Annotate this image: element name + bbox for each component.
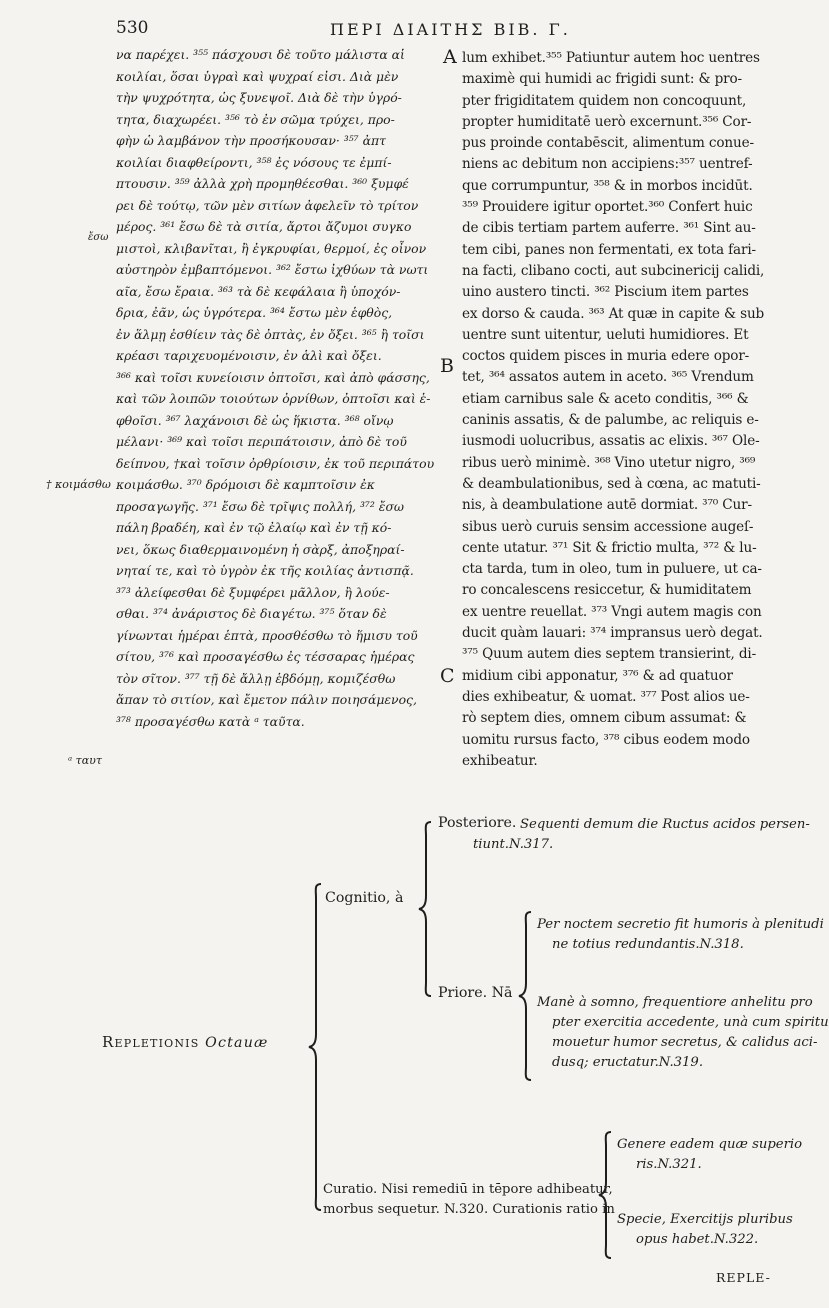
greek-text-line: μέρος. ³⁶¹ ἔσω δὲ τὰ σιτία, ἄρτοι ἄζυμοι συγκο <box>116 219 412 234</box>
latin-text-line: exhibeatur. <box>462 752 538 769</box>
noctem-text-1: Per noctem secretio fit humoris à plenitudi <box>537 917 824 932</box>
mane-text-2: pter exercitia accedente, unà cum spiritu <box>552 1015 829 1030</box>
greek-text-line: πτουσιν. ³⁵⁹ ἀλλὰ χρὴ προμηθέεσθαι. ³⁶⁰ ξυμφέ <box>116 176 409 191</box>
mane-text-1: Manè à somno, frequentiore anhelitu pro <box>537 995 813 1010</box>
catchword: REPLE- <box>716 1270 771 1285</box>
latin-text-line: lum exhibet.³⁵⁵ Patiuntur autem hoc uentres <box>462 50 760 66</box>
mane-text-4: dusq; eructatur.N.319. <box>552 1055 704 1070</box>
margin-note: † κοιμάσθω <box>46 478 111 491</box>
latin-text-line: pus proinde contabēscit, alimentum conue- <box>462 135 754 152</box>
latin-text-line: ducit quàm lauari: ³⁷⁴ impransus uerò degat. <box>462 625 763 642</box>
section-letter-a: A <box>443 46 457 68</box>
page-number: 530 <box>116 18 149 38</box>
greek-text-line: δρια, ἐᾶν, ὡς ὑγρότερα. ³⁶⁴ ἔστω μὲν ἑφθὸς, <box>116 305 393 320</box>
latin-text-line: que corrumpuntur, ³⁵⁸ & in morbos incidūt. <box>462 177 753 194</box>
latin-text-line: uentre sunt uitentur, ueluti humidiores. Et <box>462 326 749 343</box>
greek-text-line: ρει δὲ τούτῳ, τῶν μὲν σιτίων ἀφελεῖν τὸ τρίτον <box>116 197 419 213</box>
latin-text-line: ³⁷⁵ Quum autem dies septem transierint, di- <box>462 646 757 663</box>
genere-text-1: Genere eadem quæ superio <box>617 1137 803 1152</box>
latin-text-line: ex dorso & cauda. ³⁶³ At quæ in capite & sub <box>462 305 765 322</box>
margin-note: ἔσω <box>88 232 109 243</box>
noctem-text-2: ne totius redundantis.N.318. <box>552 937 744 952</box>
greek-text-line: κοιλίαι, ὅσαι ὑγραὶ καὶ ψυχραί εἰσι. Διὰ μὲν <box>116 68 399 84</box>
latin-text-line: niens ac debitum non accipiens:³⁵⁷ uentref- <box>462 156 753 173</box>
specie-text-1: Specie, Exercitijs pluribus <box>617 1212 793 1227</box>
greek-text-line: πάλη βραδέη, καὶ ἐν τῷ ἐλαίῳ καὶ ἐν τῇ κό- <box>116 520 392 535</box>
latin-text-line: ro concalescens resiccetur, & humiditatem <box>462 582 752 599</box>
greek-text-line: νηταί τε, καὶ τὸ ὑγρὸν ἐκ τῆς κοιλίας ἀντισπᾷ. <box>116 563 414 578</box>
brace-cognitio <box>418 820 432 998</box>
curatio-text-1: Curatio. Nisi remediū in tēpore adhibeatur, <box>323 1182 613 1197</box>
latin-text-line: rò septem dies, omnem cibum assumat: & <box>462 710 747 727</box>
latin-text-line: tem cibi, panes non fermentati, ex tota fari- <box>462 241 756 258</box>
synopsis-root <box>102 1033 269 1051</box>
running-head: ΠΕΡΙ ΔΙΑΙΤΗΣ ΒΙΒ. Γ. <box>330 20 571 39</box>
section-letter-c: C <box>440 665 455 687</box>
brace-priore <box>518 910 532 1082</box>
synopsis-root-suffix: Octauæ <box>199 1035 269 1051</box>
greek-text-line: αῖα, ἔσω ἔραια. ³⁶³ τὰ δὲ κεφάλαια ἢ ὑποχόν- <box>116 283 401 299</box>
latin-text-line: dies exhibeatur, & uomat. ³⁷⁷ Post alios ue- <box>462 688 750 705</box>
synopsis-root-main: Repletionis <box>102 1033 200 1051</box>
posteriore-label: Posteriore. <box>438 815 517 831</box>
curatio-text-2: morbus sequetur. N.320. Curationis ratio in <box>323 1202 615 1217</box>
section-letter-b: B <box>440 355 454 377</box>
latin-text-line: ribus uerò minimè. ³⁶⁸ Vino utetur nigro, ³⁶⁹ <box>462 454 756 471</box>
greek-text-line: νει, ὅκως διαθερμαινομένη ἡ σὰρξ, ἀποξηραί- <box>116 541 405 557</box>
greek-text-line: κοιλίαι διαφθείροντι, ³⁵⁸ ἐς νόσους τε ἐμπί- <box>116 154 392 170</box>
latin-text-line: de cibis tertiam partem auferre. ³⁶¹ Sint au- <box>462 220 756 237</box>
greek-text-line: φὴν ὡ λαμβάνον τὴν προσήκουσαν· ³⁵⁷ ἀπτ <box>116 133 386 148</box>
greek-text-line: καὶ τῶν λοιπῶν τοιούτων ὀρνίθων, ὀπτοῖσι καὶ ἑ- <box>116 391 431 406</box>
latin-text-column <box>462 48 782 772</box>
greek-text-line: ἅπαν τὸ σιτίον, καὶ ἔμετον πάλιν ποιησάμενος, <box>116 692 417 707</box>
latin-text-line: sibus uerò curuis sensim accessione augeſ- <box>462 518 754 535</box>
greek-text-line: αὐστηρὸν ἐμβαπτόμενοι. ³⁶² ἔστω ἰχθύων τὰ νωτι <box>116 262 429 277</box>
greek-text-line: ³⁷⁸ προσαγέσθω κατὰ ᵃ ταῦτα. <box>116 713 305 729</box>
greek-text-line: τὸν σῖτον. ³⁷⁷ τῇ δὲ ἄλλῃ ἑβδόμῃ, κομιζέσθω <box>116 670 396 686</box>
greek-text-line: κρέασι ταριχευομένοισιν, ἐν ἁλὶ καὶ ὄξει. <box>116 348 382 363</box>
latin-text-line: pter frigiditatem quidem non concoquunt, <box>462 92 747 109</box>
latin-text-line: ex uentre reuellat. ³⁷³ Vngi autem magis con <box>462 603 762 620</box>
greek-text-line: δείπνου, †καὶ τοῖσιν ὀρθρίοισιν, ἐκ τοῦ περιπάτου <box>116 455 435 471</box>
greek-text-line: μέλανι· ³⁶⁹ καὶ τοῖσι περιπάτοισιν, ἀπὸ δὲ τοῦ <box>116 434 407 449</box>
greek-text-line: μιστοὶ, κλιβανῖται, ἢ ἐγκρυφίαι, θερμοί, ἐς οἶνον <box>116 240 427 256</box>
latin-text-line: cta tarda, tum in oleo, tum in puluere, ut ca- <box>462 561 762 578</box>
greek-text-line: προσαγωγῆς. ³⁷¹ ἔσω δὲ τρῖψις πολλή, ³⁷² ἔσω <box>116 498 405 514</box>
latin-text-line: caninis assatis, & de palumbe, ac reliquis e- <box>462 412 759 429</box>
latin-text-line: iusmodi uolucribus, assatis ac elixis. ³⁶⁷ Ole- <box>462 433 760 450</box>
greek-text-line: να παρέχει. ³⁵⁵ πάσχουσι δὲ τοῦτο μάλιστα αἱ <box>116 47 405 62</box>
greek-text-line: φθοῖσι. ³⁶⁷ λαχάνοισι δὲ ὡς ἥκιστα. ³⁶⁸ οἴνῳ <box>116 412 394 428</box>
latin-text-line: nis, à deambulatione autē dormiat. ³⁷⁰ Cur- <box>462 497 752 514</box>
cognitio-label: Cognitio, à <box>325 890 404 906</box>
brace-root <box>308 882 322 1212</box>
latin-text-line: tet, ³⁶⁴ assatos autem in aceto. ³⁶⁵ Vrendum <box>462 369 754 386</box>
specie-text-2: opus habet.N.322. <box>636 1232 759 1247</box>
latin-text-line: ³⁵⁹ Prouidere igitur oportet.³⁶⁰ Confert huic <box>462 199 753 216</box>
greek-text-line: τητα, διαχωρέει. ³⁵⁶ τὸ ἐν σῶμα τρύχει, προ- <box>116 111 395 127</box>
posteriore-text-1: Sequenti demum die Ructus acidos persen- <box>520 817 810 832</box>
latin-text-line: coctos quidem pisces in muria edere opor- <box>462 348 750 365</box>
greek-text-column <box>116 44 438 732</box>
latin-text-line: midium cibi apponatur, ³⁷⁶ & ad quatuor <box>462 667 733 684</box>
latin-text-line: maximè qui humidi ac frigidi sunt: & pro- <box>462 71 742 88</box>
greek-text-line: ³⁷³ ἀλείφεσθαι δὲ ξυμφέρει μᾶλλον, ἢ λούε- <box>116 584 390 600</box>
latin-text-line: & deambulationibus, sed à cœna, ac matuti- <box>462 475 761 492</box>
latin-text-line: cente utatur. ³⁷¹ Sit & frictio multa, ³⁷² & lu- <box>462 539 757 556</box>
greek-text-line: σθαι. ³⁷⁴ ἀνάριστος δὲ διαγέτω. ³⁷⁵ ὅταν δὲ <box>116 606 387 621</box>
greek-text-line: σίτου, ³⁷⁶ καὶ προσαγέσθω ἐς τέσσαρας ἡμέρας <box>116 649 415 664</box>
greek-text-line: κοιμάσθω. ³⁷⁰ δρόμοισι δὲ καμπτοῖσιν ἐκ <box>116 477 375 492</box>
latin-text-line: etiam carnibus sale & aceto conditis, ³⁶⁶ & <box>462 390 749 407</box>
genere-text-2: ris.N.321. <box>636 1157 702 1172</box>
greek-text-line: γίνωνται ἡμέραι ἑπτὰ, προσθέσθω τὸ ἥμισυ τοῦ <box>116 627 418 643</box>
latin-text-line: uomitu rursus facto, ³⁷⁸ cibus eodem modo <box>462 731 750 748</box>
greek-text-line: ³⁶⁶ καὶ τοῖσι κυνείοισιν ὀπτοῖσι, καὶ ἀπὸ φάσσης, <box>116 369 430 385</box>
priore-label: Priore. Nā <box>438 985 513 1001</box>
latin-text-line: uino austero tincti. ³⁶² Piscium item partes <box>462 284 749 301</box>
brace-curatio <box>598 1130 612 1260</box>
mane-text-3: mouetur humor secretus, & calidus aci- <box>552 1035 818 1050</box>
greek-text-line: τὴν ψυχρότητα, ὡς ξυνεψοῖ. Διὰ δὲ τὴν ὑγρό- <box>116 90 402 105</box>
latin-text-line: propter humiditatē uerò excernunt.³⁵⁶ Cor- <box>462 113 752 130</box>
latin-text-line: na facti, clibano cocti, aut subcinericij calidi, <box>462 262 765 279</box>
greek-text-line: ἐν ἅλμῃ ἐσθίειν τὰς δὲ ὀπτὰς, ἐν ὄξει. ³⁶⁵ ἢ τοῖσι <box>116 326 425 342</box>
margin-note: ᵃ ταυτ <box>68 754 102 767</box>
posteriore-text-2: tiunt.N.317. <box>473 837 554 852</box>
